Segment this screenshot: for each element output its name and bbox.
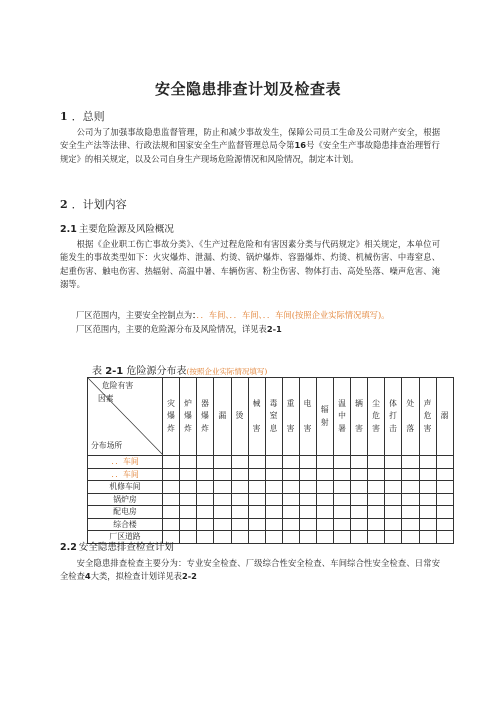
row-location-label: 配电房 bbox=[88, 506, 163, 519]
table-cell[interactable] bbox=[248, 481, 265, 494]
table-column-header bbox=[385, 378, 402, 456]
table-cell[interactable] bbox=[385, 481, 402, 494]
column-header-char: 射 bbox=[320, 417, 329, 427]
table-cell[interactable] bbox=[368, 481, 385, 494]
section-title: 计划内容 bbox=[82, 198, 127, 211]
table-cell[interactable] bbox=[299, 468, 316, 481]
column-header-char: 溺 bbox=[440, 411, 449, 421]
table-row bbox=[88, 456, 454, 469]
column-header-char: 害 bbox=[355, 423, 363, 433]
column-header-char: 中 bbox=[338, 411, 346, 421]
hazard-distribution-line: 厂区范围内，主要的危险源分布及风险情况，详见表2-1 bbox=[76, 324, 282, 334]
column-header-char: 息 bbox=[269, 423, 278, 433]
table-column-header bbox=[231, 378, 248, 456]
table-cell[interactable] bbox=[231, 493, 248, 506]
table-column-header bbox=[214, 378, 232, 456]
section-1-heading: 1 ．总则 bbox=[60, 110, 105, 123]
table-cell[interactable] bbox=[402, 481, 420, 494]
table-column-header bbox=[163, 378, 180, 456]
row-location-label: ．．车间 bbox=[88, 468, 163, 481]
table-cell[interactable] bbox=[163, 468, 180, 481]
table-cell[interactable] bbox=[334, 506, 351, 519]
table-cell[interactable] bbox=[248, 493, 265, 506]
table-row bbox=[88, 518, 454, 531]
column-header-char: 体 bbox=[389, 398, 397, 408]
table-cell[interactable] bbox=[214, 506, 232, 519]
column-header-char bbox=[402, 410, 419, 423]
table-column-header bbox=[197, 378, 214, 456]
table-cell[interactable] bbox=[180, 506, 197, 519]
table-cell[interactable] bbox=[265, 468, 282, 481]
table-cell[interactable] bbox=[351, 481, 368, 494]
table-cell[interactable] bbox=[299, 493, 316, 506]
table-cell[interactable] bbox=[299, 506, 316, 519]
table-row bbox=[88, 493, 454, 506]
table-cell[interactable] bbox=[282, 493, 299, 506]
table-cell[interactable] bbox=[282, 518, 299, 531]
table-cell[interactable] bbox=[299, 481, 316, 494]
table-cell[interactable] bbox=[334, 531, 351, 544]
table-cell[interactable] bbox=[180, 468, 197, 481]
table-cell[interactable] bbox=[385, 506, 402, 519]
table-cell[interactable] bbox=[368, 518, 385, 531]
column-header-char: 尘 bbox=[372, 398, 380, 408]
table-cell[interactable] bbox=[248, 456, 265, 469]
intro-paragraph: 公司为了加强事故隐患监督管理，防止和减少事故发生，保障公司员工生命及公司财产安全，根据安全生产法等法律、行政法规和国家安全生产监督管理总局令第16号《安全生产事故隐患排查治理暂行规定》的相关规定，以及公司自身生产现场危险源情况和风险情况，制定本计划。 bbox=[60, 127, 440, 164]
table-cell[interactable] bbox=[231, 481, 248, 494]
row-location-label: ．．车间 bbox=[88, 456, 163, 469]
table-column-header bbox=[316, 378, 334, 456]
column-header-char: 害 bbox=[286, 423, 295, 433]
column-header-char: 危 bbox=[423, 411, 432, 421]
column-header-char: 重 bbox=[286, 398, 295, 408]
table-column-header bbox=[351, 378, 368, 456]
table-cell[interactable] bbox=[316, 518, 334, 531]
column-header-char: 器 bbox=[201, 398, 209, 408]
table-cell[interactable] bbox=[299, 531, 316, 544]
table-column-header bbox=[368, 378, 385, 456]
row-location-label: 锅炉房 bbox=[88, 493, 163, 506]
column-header-char: 声 bbox=[423, 398, 432, 408]
table-cell[interactable] bbox=[402, 506, 420, 519]
table-cell[interactable] bbox=[248, 518, 265, 531]
table-caption: 表 2-1 危险源分布表(按照企业实际情况填写) bbox=[92, 366, 268, 377]
control-points-placeholder: ．．车间、．．车间、．．车间(按照企业实际情况填写)。 bbox=[196, 310, 390, 320]
table-cell[interactable] bbox=[316, 481, 334, 494]
table-cell[interactable] bbox=[214, 468, 232, 481]
column-header-char: 打 bbox=[389, 411, 397, 421]
column-header-char: 炸 bbox=[167, 423, 175, 433]
table-row bbox=[88, 506, 454, 519]
table-cell[interactable] bbox=[299, 456, 316, 469]
table-cell[interactable] bbox=[231, 518, 248, 531]
control-points-line: 厂区范围内，主要安全控制点为：．．车间、．．车间、．．车间(按照企业实际情况填写)。 bbox=[76, 310, 390, 320]
table-cell[interactable] bbox=[163, 481, 180, 494]
column-header-char: 害 bbox=[372, 423, 380, 433]
table-column-header bbox=[282, 378, 299, 456]
column-header-char bbox=[351, 410, 367, 423]
column-header-char: 炸 bbox=[184, 423, 192, 433]
table-column-header bbox=[248, 378, 265, 456]
column-header-char: 毒 bbox=[269, 398, 278, 408]
table-cell[interactable] bbox=[197, 481, 214, 494]
table-column-header bbox=[265, 378, 282, 456]
column-header-char: 害 bbox=[252, 423, 261, 433]
table-cell[interactable] bbox=[316, 493, 334, 506]
table-cell[interactable] bbox=[368, 506, 385, 519]
table-cell[interactable] bbox=[402, 493, 420, 506]
table-cell[interactable] bbox=[436, 456, 453, 469]
column-header-char: 炉 bbox=[184, 398, 192, 408]
column-header-char: 漏 bbox=[218, 411, 227, 421]
table-column-header bbox=[180, 378, 197, 456]
table-cell[interactable] bbox=[436, 493, 453, 506]
table-cell[interactable] bbox=[265, 481, 282, 494]
table-cell[interactable] bbox=[351, 518, 368, 531]
table-row bbox=[88, 468, 454, 481]
table-cell[interactable] bbox=[231, 468, 248, 481]
table-cell[interactable] bbox=[385, 456, 402, 469]
corner-bottom-label: 分布场所 bbox=[91, 441, 123, 450]
column-header-char bbox=[283, 410, 299, 423]
table-cell[interactable] bbox=[316, 468, 334, 481]
table-cell[interactable] bbox=[368, 456, 385, 469]
table-cell[interactable] bbox=[334, 493, 351, 506]
column-header-char: 落 bbox=[406, 423, 415, 433]
table-cell[interactable] bbox=[419, 481, 436, 494]
table-cell[interactable] bbox=[436, 506, 453, 519]
table-cell[interactable] bbox=[351, 531, 368, 544]
table-cell[interactable] bbox=[163, 506, 180, 519]
table-cell[interactable] bbox=[351, 506, 368, 519]
column-header-char: 灾 bbox=[167, 398, 175, 408]
table-cell[interactable] bbox=[419, 468, 436, 481]
table-cell[interactable] bbox=[265, 518, 282, 531]
section-2-1-heading: 2.1 主要危险源及风险概况 bbox=[60, 224, 174, 235]
table-cell[interactable] bbox=[180, 481, 197, 494]
table-cell[interactable] bbox=[368, 531, 385, 544]
corner-top-label: 危险有害 bbox=[102, 381, 134, 390]
table-column-header bbox=[402, 378, 420, 456]
section-number: 1 bbox=[60, 110, 68, 123]
table-cell[interactable] bbox=[265, 456, 282, 469]
section-2-2-heading: 2.2 安全隐患排查检查计划 bbox=[60, 542, 174, 553]
table-cell[interactable] bbox=[197, 506, 214, 519]
table-cell[interactable] bbox=[436, 481, 453, 494]
table-cell[interactable] bbox=[351, 468, 368, 481]
table-cell[interactable] bbox=[163, 518, 180, 531]
column-header-char: 烫 bbox=[235, 411, 244, 421]
table-column-header bbox=[436, 378, 453, 456]
table-cell[interactable] bbox=[282, 468, 299, 481]
table-cell[interactable] bbox=[265, 493, 282, 506]
table-cell[interactable] bbox=[419, 456, 436, 469]
table-cell[interactable] bbox=[316, 506, 334, 519]
section-title: 总则 bbox=[82, 110, 105, 123]
section-number: 2 bbox=[60, 198, 68, 211]
table-cell[interactable] bbox=[436, 468, 453, 481]
table-cell[interactable] bbox=[368, 468, 385, 481]
section-2-heading: 2 ．计划内容 bbox=[60, 198, 127, 211]
table-cell[interactable] bbox=[436, 531, 453, 544]
table-cell[interactable] bbox=[334, 456, 351, 469]
table-cell[interactable] bbox=[282, 456, 299, 469]
table-cell[interactable] bbox=[265, 506, 282, 519]
column-header-char: 械 bbox=[252, 398, 261, 408]
column-header-char: 温 bbox=[338, 398, 346, 408]
column-header-char: 爆 bbox=[167, 411, 175, 421]
column-header-char: 暑 bbox=[338, 423, 346, 433]
table-column-header bbox=[419, 378, 436, 456]
table-cell[interactable] bbox=[402, 456, 420, 469]
column-header-char bbox=[249, 410, 265, 423]
table-column-header bbox=[299, 378, 316, 456]
table-cell[interactable] bbox=[419, 518, 436, 531]
hazard-types-paragraph: 根据《企业职工伤亡事故分类》、《生产过程危险和有害因素分类与代码规定》相关规定，本单位可能发生的事故类型如下：火灾爆炸、泄漏、灼烫、锅炉爆炸、容器爆炸、灼烫、机械伤害、中毒窒息、起重伤害、触电伤害、热辐射、高温中暑、车辆伤害、粉尘伤害、物体打击、高处坠落、噪声危害、淹溺等。 bbox=[60, 239, 440, 290]
table-cell[interactable] bbox=[385, 493, 402, 506]
column-header-char: 辆 bbox=[355, 398, 363, 408]
column-header-char: 窒 bbox=[269, 411, 278, 421]
table-cell[interactable] bbox=[402, 468, 420, 481]
column-header-char: 炸 bbox=[201, 423, 209, 433]
table-cell[interactable] bbox=[248, 506, 265, 519]
column-header-char: 处 bbox=[406, 398, 415, 408]
table-cell[interactable] bbox=[334, 468, 351, 481]
table-cell[interactable] bbox=[419, 531, 436, 544]
table-cell[interactable] bbox=[351, 493, 368, 506]
table-cell[interactable] bbox=[299, 518, 316, 531]
table-cell[interactable] bbox=[214, 456, 232, 469]
table-corner-cell bbox=[88, 378, 163, 456]
table-cell[interactable] bbox=[282, 481, 299, 494]
table-cell[interactable] bbox=[385, 468, 402, 481]
table-cell[interactable] bbox=[180, 518, 197, 531]
table-cell[interactable] bbox=[248, 531, 265, 544]
table-cell[interactable] bbox=[180, 531, 197, 544]
table-cell[interactable] bbox=[214, 493, 232, 506]
table-cell[interactable] bbox=[282, 531, 299, 544]
table-cell[interactable] bbox=[334, 518, 351, 531]
table-cell[interactable] bbox=[385, 531, 402, 544]
table-cell[interactable] bbox=[197, 518, 214, 531]
table-header-row bbox=[88, 378, 454, 456]
table-cell[interactable] bbox=[163, 493, 180, 506]
column-header-char: 电 bbox=[303, 398, 312, 408]
column-header-char: 辐 bbox=[320, 405, 329, 414]
table-cell[interactable] bbox=[214, 518, 232, 531]
column-header-char: 危 bbox=[372, 411, 380, 421]
table-cell[interactable] bbox=[419, 493, 436, 506]
table-cell[interactable] bbox=[214, 481, 232, 494]
table-cell[interactable] bbox=[180, 493, 197, 506]
corner-top-label-2: 因素 bbox=[98, 394, 114, 403]
table-cell[interactable] bbox=[368, 493, 385, 506]
table-cell[interactable] bbox=[334, 481, 351, 494]
table-cell[interactable] bbox=[163, 456, 180, 469]
table-cell[interactable] bbox=[231, 456, 248, 469]
table-cell[interactable] bbox=[436, 518, 453, 531]
column-header-char: 爆 bbox=[184, 411, 192, 421]
table-cell[interactable] bbox=[231, 506, 248, 519]
row-location-label: 厂区道路 bbox=[88, 531, 163, 544]
table-cell[interactable] bbox=[248, 468, 265, 481]
table-cell[interactable] bbox=[231, 531, 248, 544]
hazard-distribution-table bbox=[87, 377, 454, 544]
table-row bbox=[88, 481, 454, 494]
row-location-label: 机修车间 bbox=[88, 481, 163, 494]
table-cell[interactable] bbox=[402, 531, 420, 544]
column-header-char: 害 bbox=[423, 423, 432, 433]
table-cell[interactable] bbox=[351, 456, 368, 469]
column-header-char: 击 bbox=[389, 423, 397, 433]
page-title: 安全隐患排查计划及检查表 bbox=[154, 80, 341, 98]
table-column-header bbox=[334, 378, 351, 456]
table-cell[interactable] bbox=[197, 456, 214, 469]
table-cell[interactable] bbox=[197, 531, 214, 544]
table-cell[interactable] bbox=[316, 531, 334, 544]
table-cell[interactable] bbox=[402, 518, 420, 531]
table-cell[interactable] bbox=[385, 518, 402, 531]
table-cell[interactable] bbox=[197, 468, 214, 481]
column-header-char bbox=[300, 410, 316, 423]
table-cell[interactable] bbox=[265, 531, 282, 544]
table-cell[interactable] bbox=[282, 506, 299, 519]
column-header-char: 爆 bbox=[201, 411, 209, 421]
table-cell[interactable] bbox=[180, 456, 197, 469]
table-cell[interactable] bbox=[214, 531, 232, 544]
table-cell[interactable] bbox=[197, 493, 214, 506]
table-cell[interactable] bbox=[419, 506, 436, 519]
table-cell[interactable] bbox=[316, 456, 334, 469]
column-header-char: 害 bbox=[303, 423, 312, 433]
row-location-label: 综合楼 bbox=[88, 518, 163, 531]
inspection-plan-paragraph: 安全隐患排查检查主要分为：专业安全检查、厂级综合性安全检查、车间综合性安全检查、日常安全检查4大类，拟检查计划详见表2-2 bbox=[60, 558, 440, 582]
